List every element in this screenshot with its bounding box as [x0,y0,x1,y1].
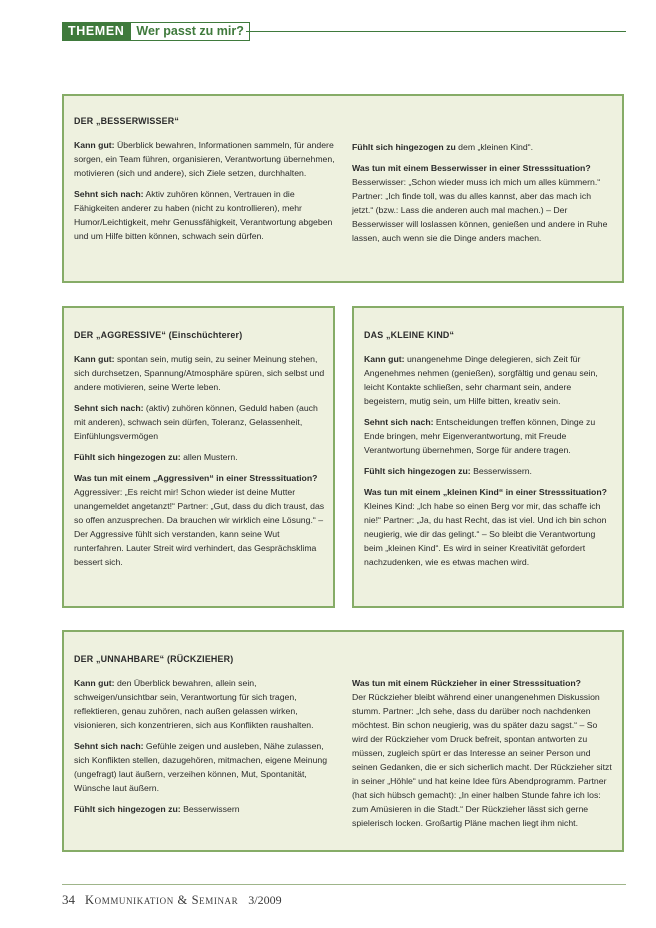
unnahbare-title: DER „UNNAHBARE“ (RÜCKZIEHER) [74,654,234,664]
stress-text: Der Rückzieher bleibt während einer unangenehmen Diskussion stumm. Partner: „Ich sehe, dass du darüber noch nachdenken möchtest. Bin schon neugierig, was du später dazu sagst.“ – So wird der Rückzieher vom Druck befreit, spontan antworten zu müssen, zugleich spürt er das Interesse an seiner Person und seinen Gedanken, die er sich sicherlich macht. Der Rückzieher sitzt in seiner „Höhle“ und hat keine Idee fürs Abendprogramm. Partner (hat sich hübsch gemacht): „In einer halben Stunde fahre ich los: zum Amüsieren in die Stadt.“ Der Rückzieher lässt sich gerne spielerisch locken. Großartig Pläne machen liegt ihm nicht. [352,692,612,828]
besserwisser-right-column [352,140,614,252]
kann-text: spontan sein, mutig sein, zu seiner Meinung stehen, sich durchsetzen, Spannung/Atmosphäre spüren, sich selbst und andere motivieren, seine Werte leben. [74,354,325,392]
stress-text: Kleines Kind: „Ich habe so einen Berg vor mir, das schaffe ich nie!“ Partner: „Ja, du hast Recht, das ist viel. Und ich bin schon neugierig, wie dir das gelingt.“ – So bleibt die Verantwortung beim „kleinen Kind“. Es wird in seiner Kreativität gefordert nachzudenken, wie es etwas machen wird. [364,501,607,567]
aggressive-box [62,306,335,608]
aggressive-kann [74,352,326,394]
kleines-kind-title: DAS „KLEINE KIND“ [364,330,455,340]
page-footer [62,892,282,908]
kann-text: Überblick bewahren, Informationen sammeln, für andere sorgen, ein Team führen, organisieren, Verantwortung übernehmen, motivieren (sich und andere), sich Ziele setzen, durchhalten. [74,140,335,178]
stress-label: Was tun mit einem Rückzieher in einer Stresssituation? [352,678,581,688]
fuehlt-label: Fühlt sich hingezogen zu: [364,466,471,476]
aggressive-fuehlt [74,450,326,464]
sehnt-text: Aktiv zuhören können, Vertrauen in die Fähigkeiten anderer zu haben (nicht zu kontrollieren), mehr Humor/Leichtigkeit, mehr Genussfähigkeit, Verantwortung abgeben und um Hilfe bitten können, schwach sein dürfen. [74,189,333,241]
fuehlt-label: Fühlt sich hingezogen zu [352,142,456,152]
issue-number: 3/2009 [248,893,282,907]
stress-label: Was tun mit einem „Aggressiven“ in einer Stresssituation? [74,473,318,483]
unnahbare-sehnt [74,739,336,795]
stress-label: Was tun mit einem Besserwisser in einer Stresssituation? [352,163,591,173]
kann-text: den Überblick bewahren, allein sein, schweigen/unsichtbar sein, Verantwortung für sich tragen, reflektieren, genau zuhören, nach außen gelassen wirken, visionieren, sich konzentrieren, sich aus Konflikten raushalten. [74,678,314,730]
kleines-kind-sehnt [364,415,616,457]
fuehlt-text: allen Mustern. [180,452,238,462]
sehnt-text: Gefühle zeigen und ausleben, Nähe zulassen, sich Konflikten stellen, dazugehören, mitmachen, eigene Meinung (ungefragt) laut äußern, verzeihen können, Mut, Spontanität, Wünsche laut äußern. [74,741,328,793]
kann-label: Kann gut: [74,678,115,688]
stress-text: Aggressiver: „Es reicht mir! Schon wieder ist deine Mutter unangemeldet angetanzt!“ Partner: „Gut, dass du dich traust, das so offen anzusprechen. Da brauchen wir wirklich eine Lösung.“ – Der Aggressive fühlt sich verstanden, kann seine Wut runterfahren. Lauter Streit wird verhindert, das Gesprächsklima bessert sich. [74,487,325,567]
fuehlt-text: Besserwissern [180,804,240,814]
kleines-kind-fuehlt [364,464,616,478]
kleines-kind-kann [364,352,616,408]
sehnt-label: Sehnt sich nach: [74,741,144,751]
sehnt-text: Entscheidungen treffen können, Dinge zu Ende bringen, mehr Eigenverantwortung, mit Freude Verantwortung übernehmen, Sorge für andere tragen. [364,417,596,455]
stress-label: Was tun mit einem „kleinen Kind“ in einer Stresssituation? [364,487,607,497]
besserwisser-kann [74,138,336,180]
besserwisser-box [62,94,624,283]
fuehlt-label: Fühlt sich hingezogen zu: [74,452,181,462]
besserwisser-fuehlt [352,140,614,154]
aggressive-column [74,328,326,576]
aggressive-stress [74,471,326,569]
section-title: Wer passt zu mir? [130,22,249,41]
besserwisser-left-column [74,114,336,250]
unnahbare-fuehlt [74,802,336,816]
unnahbare-stress [352,676,614,830]
kleines-kind-box [352,306,624,608]
unnahbare-left-column [74,652,336,823]
besserwisser-sehnt [74,187,336,243]
section-tag: THEMEN [62,22,130,41]
header-rule [246,31,626,32]
aggressive-sehnt [74,401,326,443]
sehnt-label: Sehnt sich nach: [364,417,434,427]
fuehlt-label: Fühlt sich hingezogen zu: [74,804,181,814]
unnahbare-kann [74,676,336,732]
sehnt-text: (aktiv) zuhören können, Geduld haben (auch mit anderen), schwach sein dürfen, Toleranz, Gelassenheit, Einfühlungsvermögen [74,403,318,441]
unnahbare-right-column [352,676,614,837]
page-number: 34 [62,892,75,907]
kann-text: unangenehme Dinge delegieren, sich Zeit für Angenehmes nehmen (genießen), sorgfältig und genau sein, leicht Kontakte schließen, sehr charmant sein, andere begeistern, mutig sein, um Hilfe bitten, kreativ sein. [364,354,598,406]
magazine-name: Kommunikation & Seminar [85,893,239,907]
kann-label: Kann gut: [74,140,115,150]
fuehlt-text: dem „kleinen Kind“. [455,142,534,152]
kleines-kind-stress [364,485,616,569]
fuehlt-text: Besserwissern. [470,466,532,476]
kann-label: Kann gut: [74,354,115,364]
unnahbare-box [62,630,624,852]
section-header [62,22,250,41]
stress-text: Besserwisser: „Schon wieder muss ich mich um alles kümmern.“ Partner: „Ich finde toll, was du alles kannst, aber das mach ich jetzt.“ (bzw.: Lass die anderen auch mal machen.) – Der Besserwisser will loslassen können, genießen und andere in Ruhe lassen, auch wenn sie die Dinge anders machen. [352,177,608,243]
sehnt-label: Sehnt sich nach: [74,403,144,413]
sehnt-label: Sehnt sich nach: [74,189,144,199]
kleines-kind-column [364,328,616,576]
besserwisser-stress [352,161,614,245]
aggressive-title: DER „AGGRESSIVE“ (Einschüchterer) [74,330,243,340]
besserwisser-title: DER „BESSERWISSER“ [74,116,180,126]
kann-label: Kann gut: [364,354,405,364]
footer-rule [62,884,626,885]
